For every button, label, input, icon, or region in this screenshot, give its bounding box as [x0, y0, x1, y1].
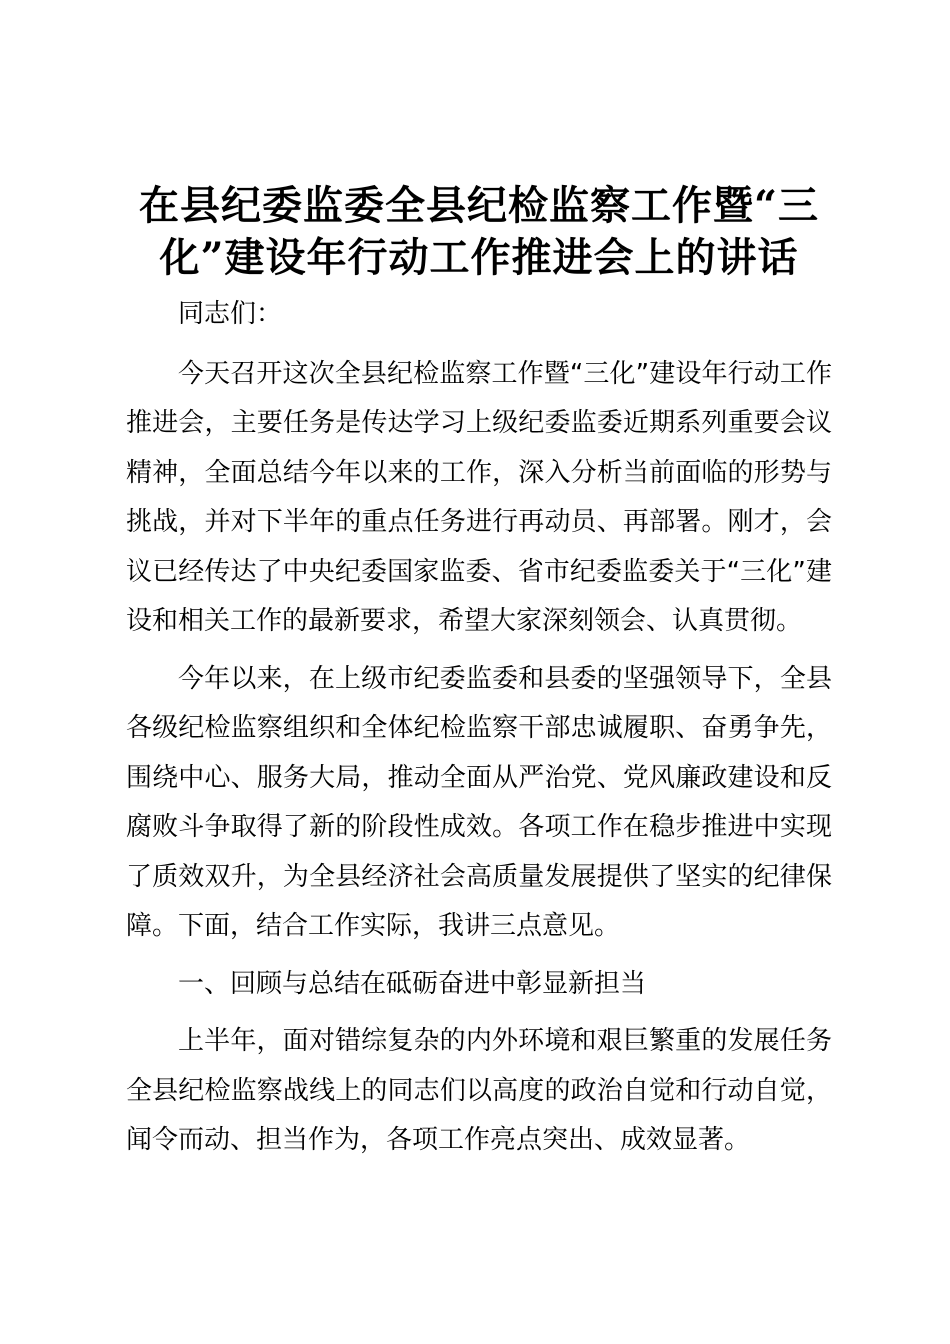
- salutation: 同志们：: [178, 299, 283, 329]
- paragraph: 今年以来，在上级市纪委监委和县委的坚强领导下，全县各级纪检监察组织和全体纪检监察干部忠诚履职、奋勇争先，围绕中心、服务大局，推动全面从严治党、党风廉政建设和反腐败斗争取得了新的阶段性成效。各项工作在稳步推进中实现了质效双升，为全县经济社会高质量发展提供了坚实的纪律保障。下面，结合工作实际，我讲三点意见。: [126, 663, 832, 941]
- paragraph: 今天召开这次全县纪检监察工作暨“三化”建设年行动工作推进会，主要任务是传达学习上级纪委监委近期系列重要会议精神，全面总结今年以来的工作，深入分析当前面临的形势与挑战，并对下半年的重点任务进行再动员、再部署。刚才，会议已经传达了中央纪委国家监委、省市纪委监委关于“三化”建设和相关工作的最新要求，希望大家深刻领会、认真贯彻。: [126, 358, 832, 636]
- paragraph: 上半年，面对错综复杂的内外环境和艰巨繁重的发展任务全县纪检监察战线上的同志们以高度的政治自觉和行动自觉，闻令而动、担当作为，各项工作亮点突出、成效显著。: [126, 1026, 832, 1155]
- section-heading: 一、回顾与总结在砥砺奋进中彰显新担当: [178, 968, 647, 999]
- document-body: [126, 180, 832, 1174]
- document-title: 在县纪委监委全县纪检监察工作暨“三化”建设年行动工作推进会上的讲话: [138, 182, 819, 281]
